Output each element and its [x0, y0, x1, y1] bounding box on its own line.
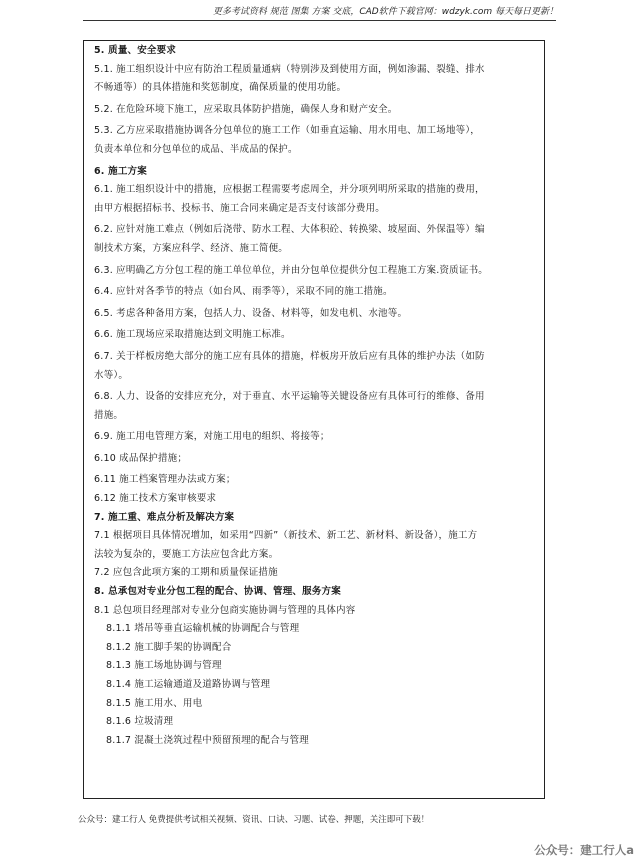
paragraph-line: 法较为复杂的，要施工方法应包含此方案。	[94, 548, 279, 560]
paragraph-line: 负责本单位和分包单位的成品、半成品的保护。	[94, 143, 298, 155]
paragraph-line: 6.11 施工档案管理办法或方案；	[94, 474, 236, 486]
paragraph-line: 6.2. 应针对施工难点（例如后浇带、防水工程、大体积砼、转换梁、坡屋面、外保温等）编	[94, 224, 485, 236]
paragraph-line: 8.1 总包项目经理部对专业分包商实施协调与管理的具体内容	[94, 604, 356, 616]
paragraph-line: 6.12 施工技术方案审核要求	[94, 493, 217, 505]
paragraph-line: 不畅通等）的具体措施和奖惩制度，确保质量的使用功能。	[94, 82, 347, 94]
paragraph-line: 5.3. 乙方应采取措施协调各分包单位的施工工作（如垂直运输、用水用电、加工场地等），	[94, 125, 480, 137]
paragraph-line: 7.2 应包含此项方案的工期和质量保证措施	[94, 567, 278, 579]
paragraph-line: 水等）。	[94, 369, 129, 381]
sub-item: 8.1.4 施工运输通道及道路协调与管理	[106, 679, 271, 690]
paragraph-line: 措施。	[94, 409, 124, 421]
paragraph-line: 6.5. 考虑各种备用方案，包括人力、设备、材料等，如发电机、水池等。	[94, 307, 408, 319]
sub-item: 8.1.6 垃圾清理	[106, 716, 174, 728]
paragraph-line: 由甲方根据招标书、投标书、施工合同来确定是否支付该部分费用。	[94, 202, 386, 214]
paragraph-line: 6.10 成品保护措施；	[94, 452, 188, 464]
paragraph-line: 5.1. 施工组织设计中应有防治工程质量通病（特别涉及到使用方面，例如渗漏、裂缝、排水	[94, 63, 485, 75]
section-heading: 7. 施工重、难点分析及解决方案	[94, 511, 235, 523]
paragraph-line: 7.1 根据项目具体情况增加，如采用“四新”（新技术、新工艺、新材料、新设备），施工方	[94, 530, 478, 542]
paragraph-line: 6.8. 人力、设备的安排应充分，对于垂直、水平运输等关键设备应有具体可行的维修、备用	[94, 391, 485, 403]
paragraph-line: 6.9. 施工用电管理方案，对施工用电的组织、将接等；	[94, 431, 330, 443]
paragraph-line: 5.2. 在危险环境下施工，应采取具体防护措施，确保人身和财产安全。	[94, 103, 398, 115]
sub-item: 8.1.1 塔吊等垂直运输机械的协调配合与管理	[106, 623, 300, 635]
sub-item: 8.1.3 施工场地协调与管理	[106, 660, 222, 672]
page-header: 更多考试资料 规范 图集 方案 交底，CAD软件下载官网：wdzyk.com 每天每日更新！	[212, 7, 558, 17]
paragraph-line: 6.4. 应针对各季节的特点（如台风、雨季等），采取不同的施工措施。	[94, 286, 393, 298]
document-body	[94, 42, 540, 750]
section-heading: 8. 总承包对专业分包工程的配合、协调、管理、服务方案	[94, 586, 341, 598]
sub-item: 8.1.2 施工脚手架的协调配合	[106, 641, 232, 653]
sub-item: 8.1.7 混凝土浇筑过程中预留预埋的配合与管理	[106, 734, 309, 746]
paragraph-line: 6.7. 关于样板房绝大部分的施工应有具体的措施，样板房开放后应有具体的维护办法（如防	[94, 350, 485, 362]
page-footer: 公众号：建工行人 免费提供考试相关视频、资讯、口诀、习题、试卷、押题，关注即可下载！	[78, 815, 430, 825]
paragraph-line: 制技术方案，方案应科学、经济、施工简便。	[94, 242, 289, 254]
paragraph-line: 6.6. 施工现场应采取措施达到文明施工标准。	[94, 329, 291, 341]
header-rule	[83, 20, 556, 21]
paragraph-line: 6.1. 施工组织设计中的措施，应根据工程需要考虑周全，并分项列明所采取的措施的费用，	[94, 184, 485, 196]
sub-item: 8.1.5 施工用水、用电	[106, 697, 203, 709]
paragraph-line: 6.3. 应明确乙方分包工程的施工单位单位，并由分包单位提供分包工程施工方案.资质证书。	[94, 264, 488, 276]
watermark: 公众号：建工行人a	[534, 843, 634, 857]
section-heading: 6. 施工方案	[94, 165, 147, 177]
section-heading: 5. 质量、安全要求	[94, 45, 177, 56]
